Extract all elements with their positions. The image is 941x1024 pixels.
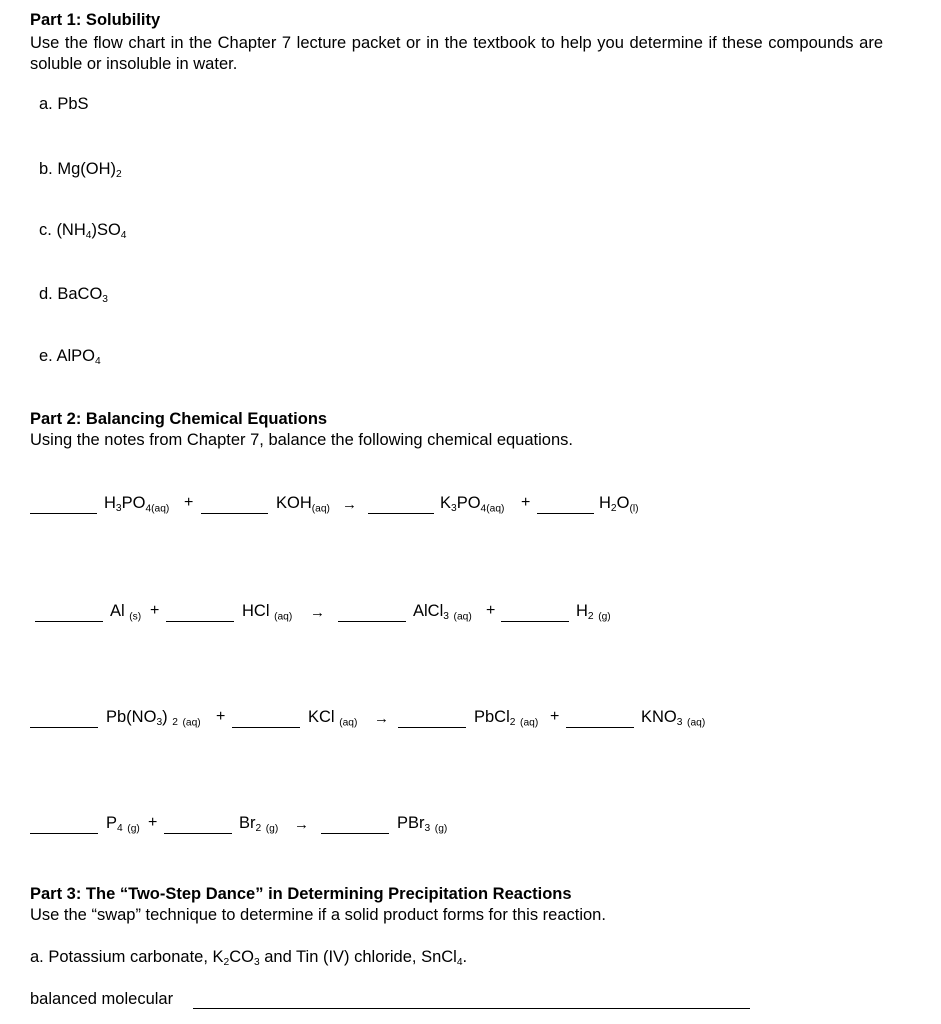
coefficient-blank[interactable] (164, 833, 232, 834)
item-a: a. PbS (39, 95, 89, 113)
coefficient-blank[interactable] (398, 727, 466, 728)
item-c: c. $(NH_4)SO_4$ (39, 221, 127, 241)
coefficient-blank[interactable] (501, 621, 569, 622)
part3-instructions: Use the “swap” technique to determine if a solid product forms for this reaction. (30, 906, 606, 924)
reactant-2: $KOH_{(aq)}$ (276, 494, 330, 515)
balanced-molecular-answer-line[interactable] (193, 1008, 750, 1009)
plus-sign: + (150, 602, 160, 619)
plus-sign: + (148, 814, 158, 831)
coefficient-blank[interactable] (166, 621, 234, 622)
plus-sign: + (486, 602, 496, 619)
reactant-1: $H_3PO_{4(aq)}$ (104, 494, 170, 515)
reactant-1: Al $_{(s)}$ (110, 602, 142, 623)
product-2: $H_2O_{(l)}$ (599, 494, 639, 515)
reactant-1: $P_4$ $_{(g)}$ (106, 814, 140, 835)
coefficient-blank[interactable] (30, 513, 97, 514)
product-1: PbCl$_2$ $_{(aq)}$ (474, 708, 539, 729)
item-d: d. BaCO$_3$ (39, 285, 108, 305)
reaction-arrow: → (294, 816, 309, 833)
reactant-1: $Pb(NO_3)$ $_2$ $_{(aq)}$ (106, 708, 201, 729)
plus-sign: + (216, 708, 226, 725)
coefficient-blank[interactable] (566, 727, 634, 728)
part1-instructions: Use the flow chart in the Chapter 7 lecture packet or in the textbook to help you determine if these compounds are soluble or insoluble in water. (30, 34, 883, 73)
product-1: $K_3PO_{4(aq)}$ (440, 494, 505, 515)
coefficient-blank[interactable] (35, 621, 103, 622)
reaction-arrow: → (342, 496, 357, 513)
balanced-molecular-label: balanced molecular (30, 990, 174, 1008)
item-b: b. $Mg(OH)_2$ (39, 160, 122, 180)
coefficient-blank[interactable] (368, 513, 434, 514)
plus-sign: + (184, 494, 194, 511)
coefficient-blank[interactable] (201, 513, 268, 514)
product-2: $KNO_3$ $_{(aq)}$ (641, 708, 706, 729)
part3-title: Part 3: The “Two-Step Dance” in Determining Precipitation Reactions (30, 885, 572, 903)
coefficient-blank[interactable] (30, 833, 98, 834)
reactant-2: KCl $_{(aq)}$ (308, 708, 358, 729)
coefficient-blank[interactable] (30, 727, 98, 728)
reaction-arrow: → (374, 710, 389, 727)
product-2: $H_2$ $_{(g)}$ (576, 602, 611, 623)
part3-item-a: a. Potassium carbonate, $K_2CO_3$ and Tin (IV) chloride, SnCl$_4$. (30, 948, 468, 968)
reactant-2: HCl $_{(aq)}$ (242, 602, 293, 623)
product-1: AlCl$_3$ $_{(aq)}$ (413, 602, 472, 623)
product-1: PBr$_3$ $_{(g)}$ (397, 814, 448, 835)
part2-instructions: Using the notes from Chapter 7, balance the following chemical equations. (30, 431, 573, 449)
plus-sign: + (521, 494, 531, 511)
part2-title: Part 2: Balancing Chemical Equations (30, 410, 328, 428)
reactant-2: $Br_2$ $_{(g)}$ (239, 814, 279, 835)
reaction-arrow: → (310, 604, 325, 621)
coefficient-blank[interactable] (232, 727, 300, 728)
coefficient-blank[interactable] (338, 621, 406, 622)
coefficient-blank[interactable] (321, 833, 389, 834)
plus-sign: + (550, 708, 560, 725)
coefficient-blank[interactable] (537, 513, 594, 514)
part1-title: Part 1: Solubility (30, 11, 161, 29)
item-e: e. AlPO$_4$ (39, 347, 101, 367)
